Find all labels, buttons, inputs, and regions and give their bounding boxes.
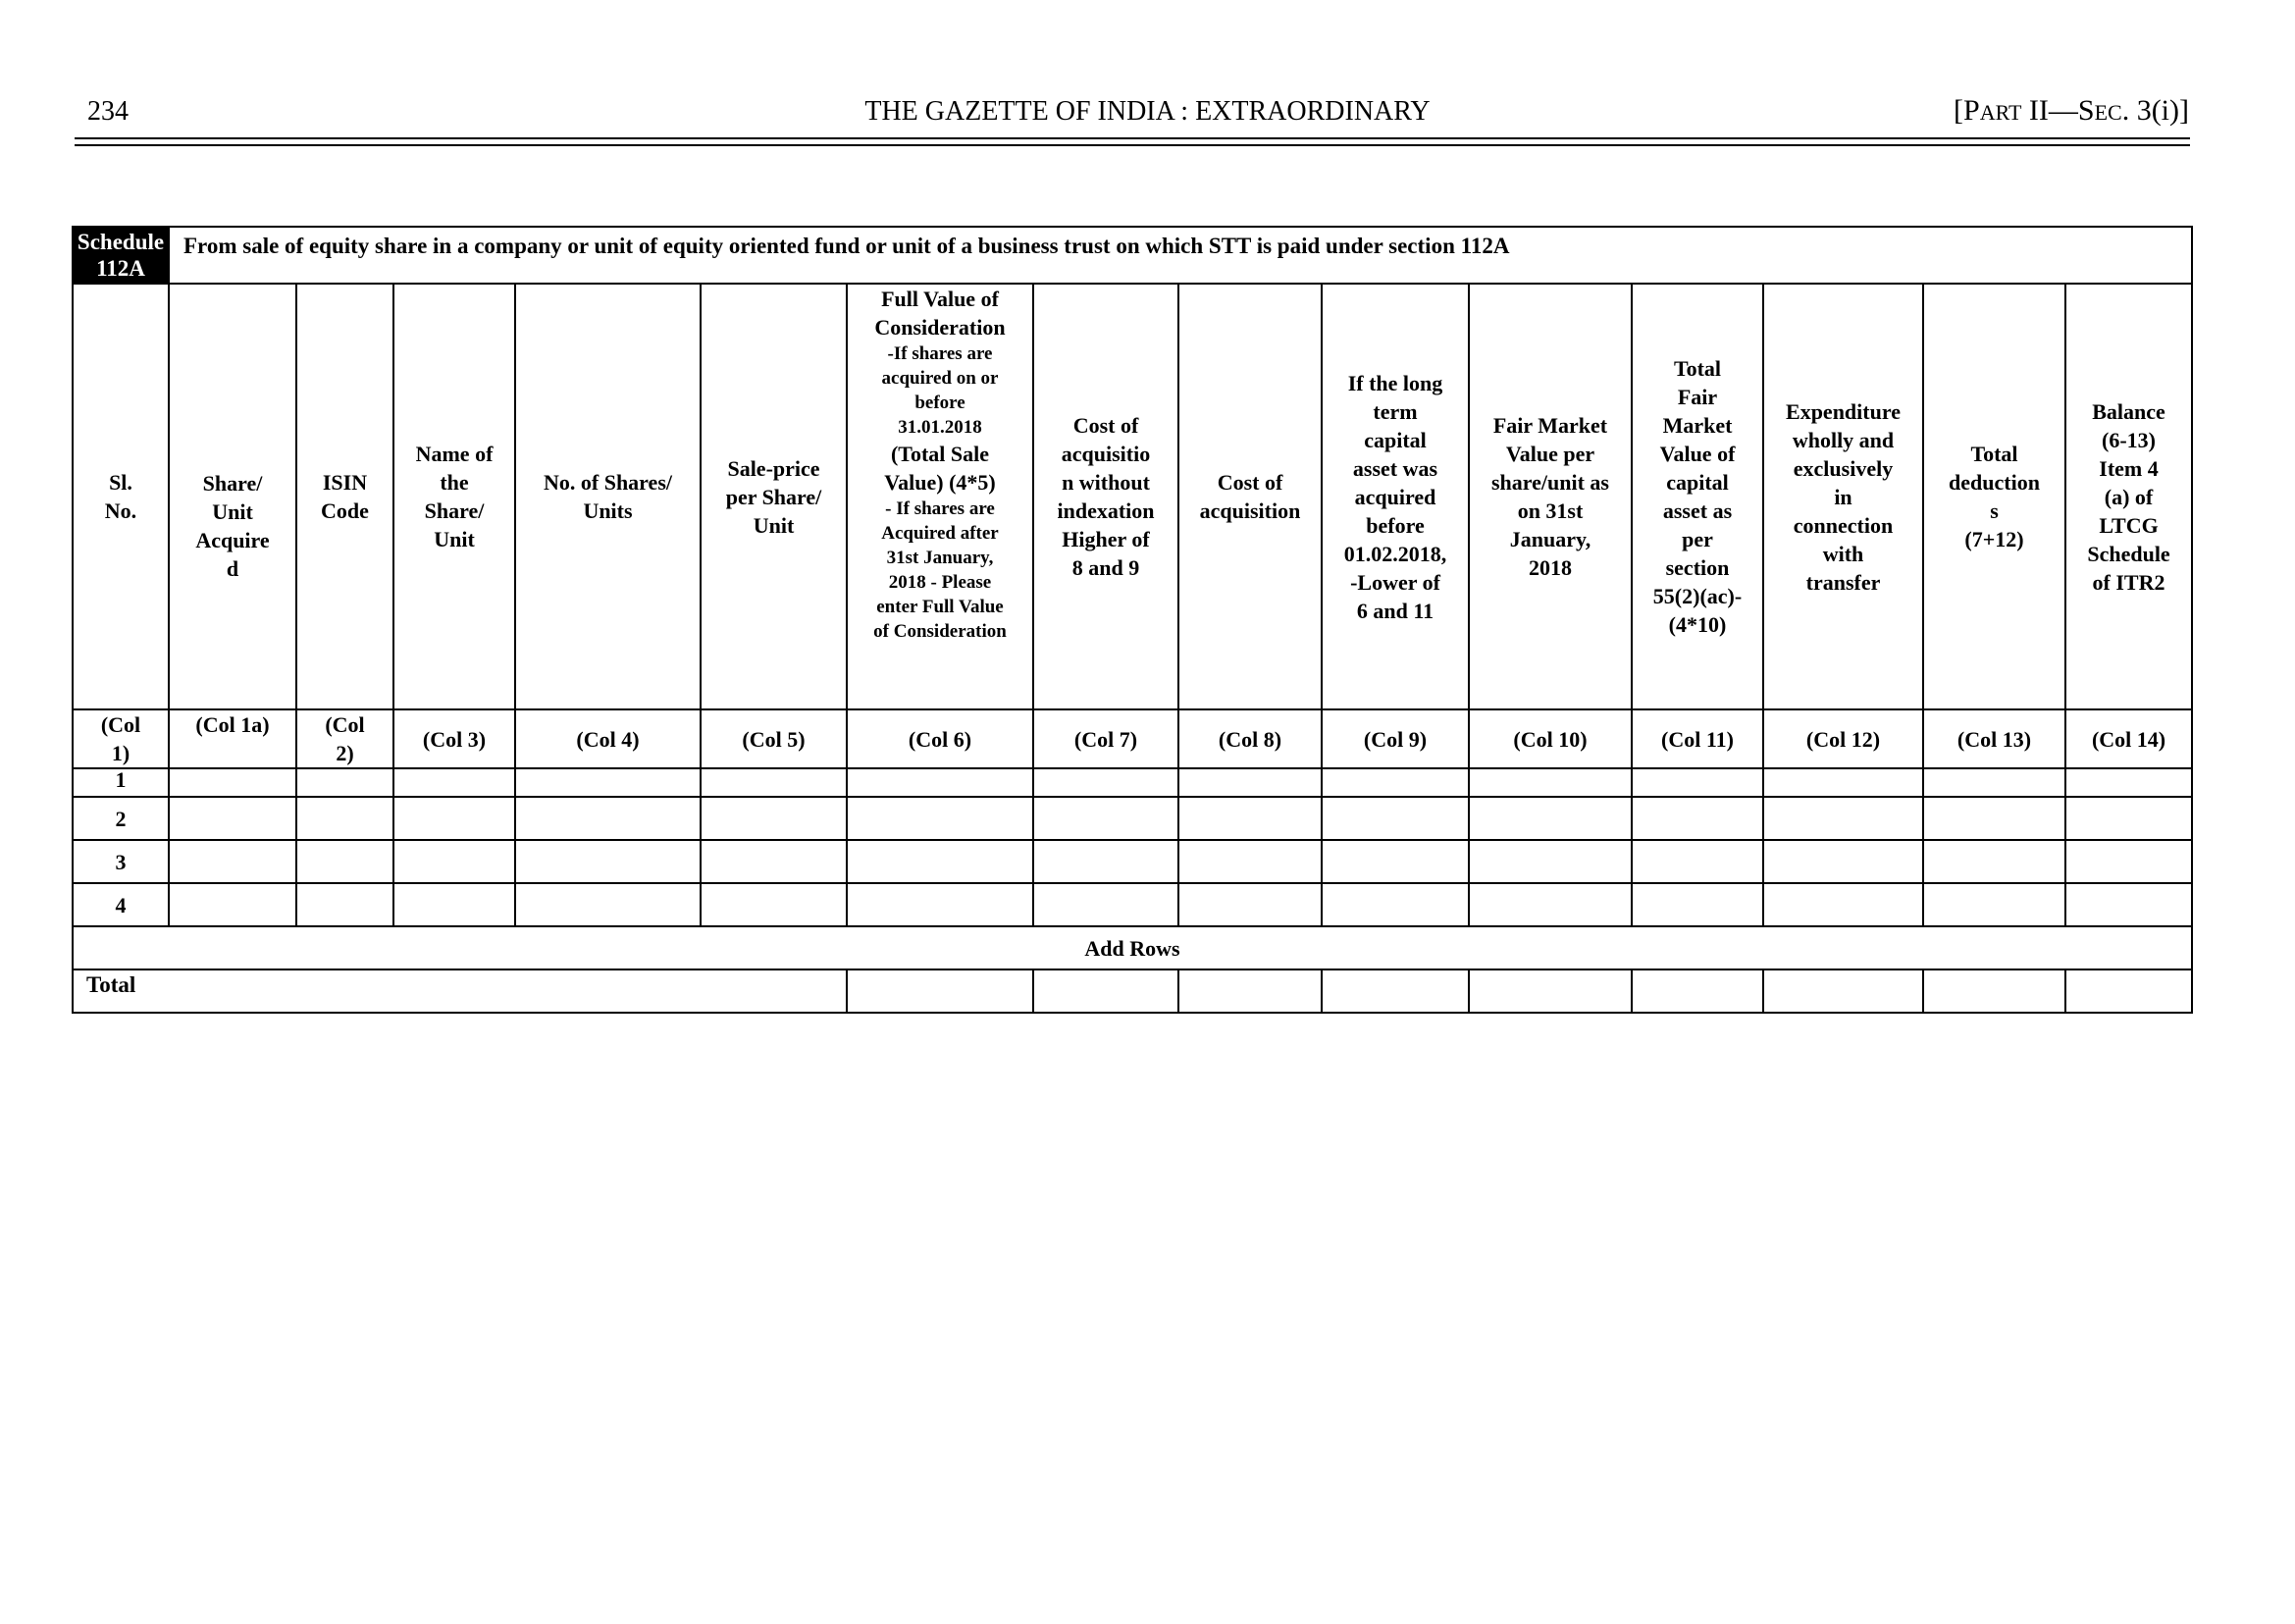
header-line: with (1822, 541, 1864, 566)
total-row (73, 969, 2192, 1013)
header-line: of ITR2 (2092, 569, 2165, 595)
table-cell-input[interactable] (2065, 883, 2192, 926)
table-cell-input[interactable] (393, 797, 515, 840)
header-line: term (1373, 398, 1418, 424)
column-number-4 (393, 709, 515, 768)
table-cell-input[interactable] (1322, 768, 1469, 797)
table-cell-input[interactable] (847, 840, 1033, 883)
header-line: (Col 4) (576, 726, 640, 752)
table-cell-input[interactable] (701, 797, 847, 840)
table-cell-input[interactable] (1033, 883, 1178, 926)
table-cell-input[interactable] (1763, 768, 1923, 797)
table-cell-input[interactable] (1033, 768, 1178, 797)
table-cell-input[interactable] (701, 883, 847, 926)
header-line: per (1682, 527, 1713, 551)
header-line: indexation (1057, 498, 1155, 523)
header-line: 31.01.2018 (898, 417, 982, 438)
part-suffix: . 3(i)] (2121, 94, 2189, 127)
header-line: Unit (434, 527, 475, 551)
table-cell-input[interactable] (393, 768, 515, 797)
header-line: transfer (1805, 569, 1881, 595)
table-cell-input[interactable] (1632, 768, 1763, 797)
column-number-3 (296, 709, 393, 768)
header-line: 2018 - Please (888, 572, 992, 593)
header-line: acquisition (1199, 498, 1301, 523)
column-header-5 (515, 284, 701, 709)
header-line: deduction (1949, 470, 2040, 495)
header-line: (Col 8) (1218, 726, 1282, 752)
header-line: in (1834, 484, 1852, 509)
column-header-12 (1632, 284, 1763, 709)
table-row (73, 797, 2192, 840)
row-serial-number: 3 (73, 840, 169, 883)
table-cell-input[interactable] (296, 883, 393, 926)
add-rows-row (73, 926, 2192, 969)
column-header-6 (701, 284, 847, 709)
header-line: before (1366, 512, 1425, 538)
column-header-8 (1033, 284, 1178, 709)
table-cell-input[interactable] (1178, 883, 1322, 926)
header-line: Higher of (1062, 527, 1150, 551)
header-line: asset as (1662, 498, 1733, 523)
schedule-row (73, 227, 2192, 284)
row-serial-number: 2 (73, 797, 169, 840)
table-cell-input[interactable] (1763, 840, 1923, 883)
header-line: (Col 1a) (195, 712, 270, 737)
page-number: 234 (87, 96, 129, 127)
table-cell-input[interactable] (515, 768, 701, 797)
header-line: Sl. (109, 470, 132, 495)
header-line: (Col 6) (908, 726, 972, 752)
header-line: -Lower of (1350, 569, 1440, 595)
column-header-13 (1763, 284, 1923, 709)
table-cell-input[interactable] (701, 840, 847, 883)
header-line: (Col 10) (1513, 726, 1588, 752)
table-cell-input[interactable] (1469, 797, 1632, 840)
header-line: Consideration (874, 315, 1006, 340)
part-prefix: [P (1954, 94, 1980, 127)
total-cell-col-15[interactable] (2065, 969, 2192, 1013)
table-row (73, 768, 2192, 797)
table-cell-input[interactable] (701, 768, 847, 797)
header-line: (Col 9) (1363, 726, 1428, 752)
header-line: 31st January, (886, 548, 994, 568)
header-line: Sale-price (727, 455, 820, 481)
header-line: Code (321, 498, 369, 523)
table-cell-input[interactable] (1632, 840, 1763, 883)
header-line: (Col 3) (422, 726, 487, 752)
header-line: share/unit as (1490, 470, 1609, 495)
column-number-12 (1632, 709, 1763, 768)
table-cell-input[interactable] (296, 768, 393, 797)
table-cell-input[interactable] (1322, 883, 1469, 926)
header-line: (Col 14) (2091, 726, 2166, 752)
header-line: If the long (1347, 370, 1443, 395)
header-line: (a) of (2104, 484, 2154, 509)
column-header-7 (847, 284, 1033, 709)
header-line: No. (104, 498, 137, 523)
total-cell-col-13[interactable] (1763, 969, 1923, 1013)
table-cell-input[interactable] (1322, 840, 1469, 883)
column-number-2 (169, 709, 296, 768)
header-line: asset was (1352, 455, 1438, 481)
table-cell-input[interactable] (1632, 883, 1763, 926)
header-line: - If shares are (885, 498, 995, 519)
table-cell-input[interactable] (1178, 797, 1322, 840)
table-cell-input[interactable] (1923, 840, 2065, 883)
column-header-row (73, 284, 2192, 709)
header-line: 2) (336, 741, 354, 765)
header-line: (Col (100, 712, 141, 737)
table-cell-input[interactable] (169, 883, 296, 926)
table-cell-input[interactable] (1469, 883, 1632, 926)
schedule-label-line1: Schedule (77, 230, 165, 254)
row-serial-number: 4 (73, 883, 169, 926)
column-header-10 (1322, 284, 1469, 709)
header-line: Acquired after (881, 523, 999, 544)
header-line: January, (1509, 527, 1591, 551)
header-line: capital (1364, 427, 1427, 452)
header-line: on 31st (1517, 498, 1584, 523)
table-cell-input[interactable] (169, 840, 296, 883)
header-line: acquired (1354, 484, 1436, 509)
table-cell-input[interactable] (515, 883, 701, 926)
total-label: Total (73, 969, 847, 1013)
header-line: Cost of (1217, 470, 1283, 495)
part-mid: II—S (2021, 94, 2095, 127)
part-small2: EC (2094, 100, 2122, 125)
header-line: d (226, 556, 239, 581)
header-line: Expenditure (1786, 398, 1901, 424)
header-line: (7+12) (1964, 527, 2024, 551)
header-rule-bottom (75, 144, 2190, 146)
header-line: Market (1662, 413, 1733, 438)
total-cell-col-10[interactable] (1322, 969, 1469, 1013)
column-header-2 (169, 284, 296, 709)
column-number-5 (515, 709, 701, 768)
column-header-3 (296, 284, 393, 709)
header-line: Name of (415, 442, 494, 466)
header-line: Item 4 (2099, 455, 2159, 481)
table-row (73, 840, 2192, 883)
gazette-title: THE GAZETTE OF INDIA : EXTRAORDINARY (864, 96, 1431, 127)
schedule-title: From sale of equity share in a company or unit of equity oriented fund or unit of a business trust on which STT is paid under section 112A (169, 227, 2192, 284)
table-cell-input[interactable] (1178, 768, 1322, 797)
header-line: No. of Shares/ (544, 470, 672, 495)
column-header-15 (2065, 284, 2192, 709)
table-cell-input[interactable] (1923, 883, 2065, 926)
column-number-9 (1178, 709, 1322, 768)
column-header-1 (73, 284, 169, 709)
header-line: of Consideration (873, 621, 1007, 642)
add-rows-button[interactable]: Add Rows (73, 926, 2192, 969)
table-row (73, 883, 2192, 926)
table-cell-input[interactable] (1469, 840, 1632, 883)
table-cell-input[interactable] (1763, 797, 1923, 840)
column-number-10 (1322, 709, 1469, 768)
column-number-1 (73, 709, 169, 768)
header-line: Fair Market (1492, 413, 1608, 438)
column-number-6 (701, 709, 847, 768)
header-line: (Col 11) (1661, 726, 1734, 752)
column-number-7 (847, 709, 1033, 768)
column-number-row (73, 709, 2192, 768)
table-cell-input[interactable] (393, 883, 515, 926)
column-header-14 (1923, 284, 2065, 709)
header-line: 01.02.2018, (1343, 541, 1447, 566)
header-line: 6 and 11 (1356, 598, 1434, 623)
total-cell-col-14[interactable] (1923, 969, 2065, 1013)
header-line: Acquire (195, 528, 270, 552)
header-line: (4*10) (1668, 612, 1727, 637)
schedule-label (73, 227, 169, 284)
row-serial-number: 1 (73, 768, 169, 797)
header-line: (6-13) (2102, 427, 2157, 452)
header-line: 2018 (1529, 555, 1572, 580)
table-cell-input[interactable] (847, 883, 1033, 926)
header-line: Schedule (2087, 541, 2170, 566)
header-rule-top (75, 137, 2190, 139)
table-cell-input[interactable] (1632, 797, 1763, 840)
table-cell-input[interactable] (2065, 797, 2192, 840)
column-header-4 (393, 284, 515, 709)
header-line: Cost of (1072, 413, 1139, 438)
table-cell-input[interactable] (296, 797, 393, 840)
schedule-112a-table (72, 226, 2193, 1014)
table-cell-input[interactable] (1923, 768, 2065, 797)
column-header-9 (1178, 284, 1322, 709)
header-line: Fair (1677, 385, 1718, 409)
header-line: Share/ (424, 498, 485, 523)
part-section-label (1954, 94, 2189, 128)
table-cell-input[interactable] (1322, 797, 1469, 840)
header-line: n without (1062, 470, 1150, 495)
header-line: Value) (4*5) (884, 470, 996, 495)
table-cell-input[interactable] (515, 797, 701, 840)
total-cell-col-12[interactable] (1632, 969, 1763, 1013)
table-cell-input[interactable] (1178, 840, 1322, 883)
table-cell-input[interactable] (296, 840, 393, 883)
column-number-13 (1763, 709, 1923, 768)
header-line: Value of (1659, 442, 1736, 466)
header-line: the (440, 470, 469, 495)
header-line: 8 and 9 (1071, 555, 1140, 580)
table-cell-input[interactable] (2065, 840, 2192, 883)
column-header-11 (1469, 284, 1632, 709)
column-number-8 (1033, 709, 1178, 768)
header-line: Unit (212, 499, 253, 524)
header-line: -If shares are (887, 343, 993, 364)
table-cell-input[interactable] (515, 840, 701, 883)
schedule-label-line2: 112A (96, 256, 145, 281)
header-line: connection (1793, 512, 1894, 538)
header-line: Units (583, 498, 633, 523)
table-cell-input[interactable] (1763, 883, 1923, 926)
table-cell-input[interactable] (847, 768, 1033, 797)
table-cell-input[interactable] (1033, 840, 1178, 883)
table-cell-input[interactable] (169, 797, 296, 840)
header-line: s (1990, 498, 1999, 523)
header-line: exclusively (1793, 455, 1894, 481)
header-line: Balance (2092, 398, 2165, 424)
table-cell-input[interactable] (2065, 768, 2192, 797)
header-line: LTCG (2099, 512, 2159, 538)
header-line: Value per (1505, 442, 1595, 466)
header-line: Full Value of (881, 287, 999, 311)
table-cell-input[interactable] (393, 840, 515, 883)
header-line: ISIN (322, 470, 368, 495)
header-line: Share/ (202, 471, 263, 496)
header-line: (Col 12) (1805, 726, 1881, 752)
header-line: 55(2)(ac)- (1652, 584, 1743, 608)
header-line: per Share/ (725, 484, 822, 509)
header-line: Total (1673, 356, 1722, 381)
header-line: (Col (325, 712, 365, 737)
total-cell-col-11[interactable] (1469, 969, 1632, 1013)
table-cell-input[interactable] (1033, 797, 1178, 840)
column-number-14 (1923, 709, 2065, 768)
table-cell-input[interactable] (1469, 768, 1632, 797)
header-line: wholly and (1792, 427, 1895, 452)
header-line: (Col 13) (1956, 726, 2032, 752)
total-cell-col-7[interactable] (847, 969, 1033, 1013)
part-small: ART (1979, 100, 2022, 125)
header-line: acquired on or (881, 368, 999, 389)
column-number-11 (1469, 709, 1632, 768)
header-line: 1) (111, 741, 130, 765)
header-line: section (1665, 555, 1730, 580)
header-line: enter Full Value (876, 597, 1004, 617)
header-line: Unit (753, 512, 795, 538)
column-number-15 (2065, 709, 2192, 768)
table-cell-input[interactable] (847, 797, 1033, 840)
header-line: (Col 5) (742, 726, 806, 752)
header-line: capital (1666, 470, 1729, 495)
header-line: Total (1970, 442, 2018, 466)
header-line: acquisitio (1061, 442, 1151, 466)
header-line: (Col 7) (1073, 726, 1138, 752)
table-cell-input[interactable] (1923, 797, 2065, 840)
header-line: before (914, 393, 965, 413)
header-line: (Total Sale (890, 442, 990, 466)
total-cell-col-8[interactable] (1033, 969, 1178, 1013)
total-cell-col-9[interactable] (1178, 969, 1322, 1013)
table-cell-input[interactable] (169, 768, 296, 797)
